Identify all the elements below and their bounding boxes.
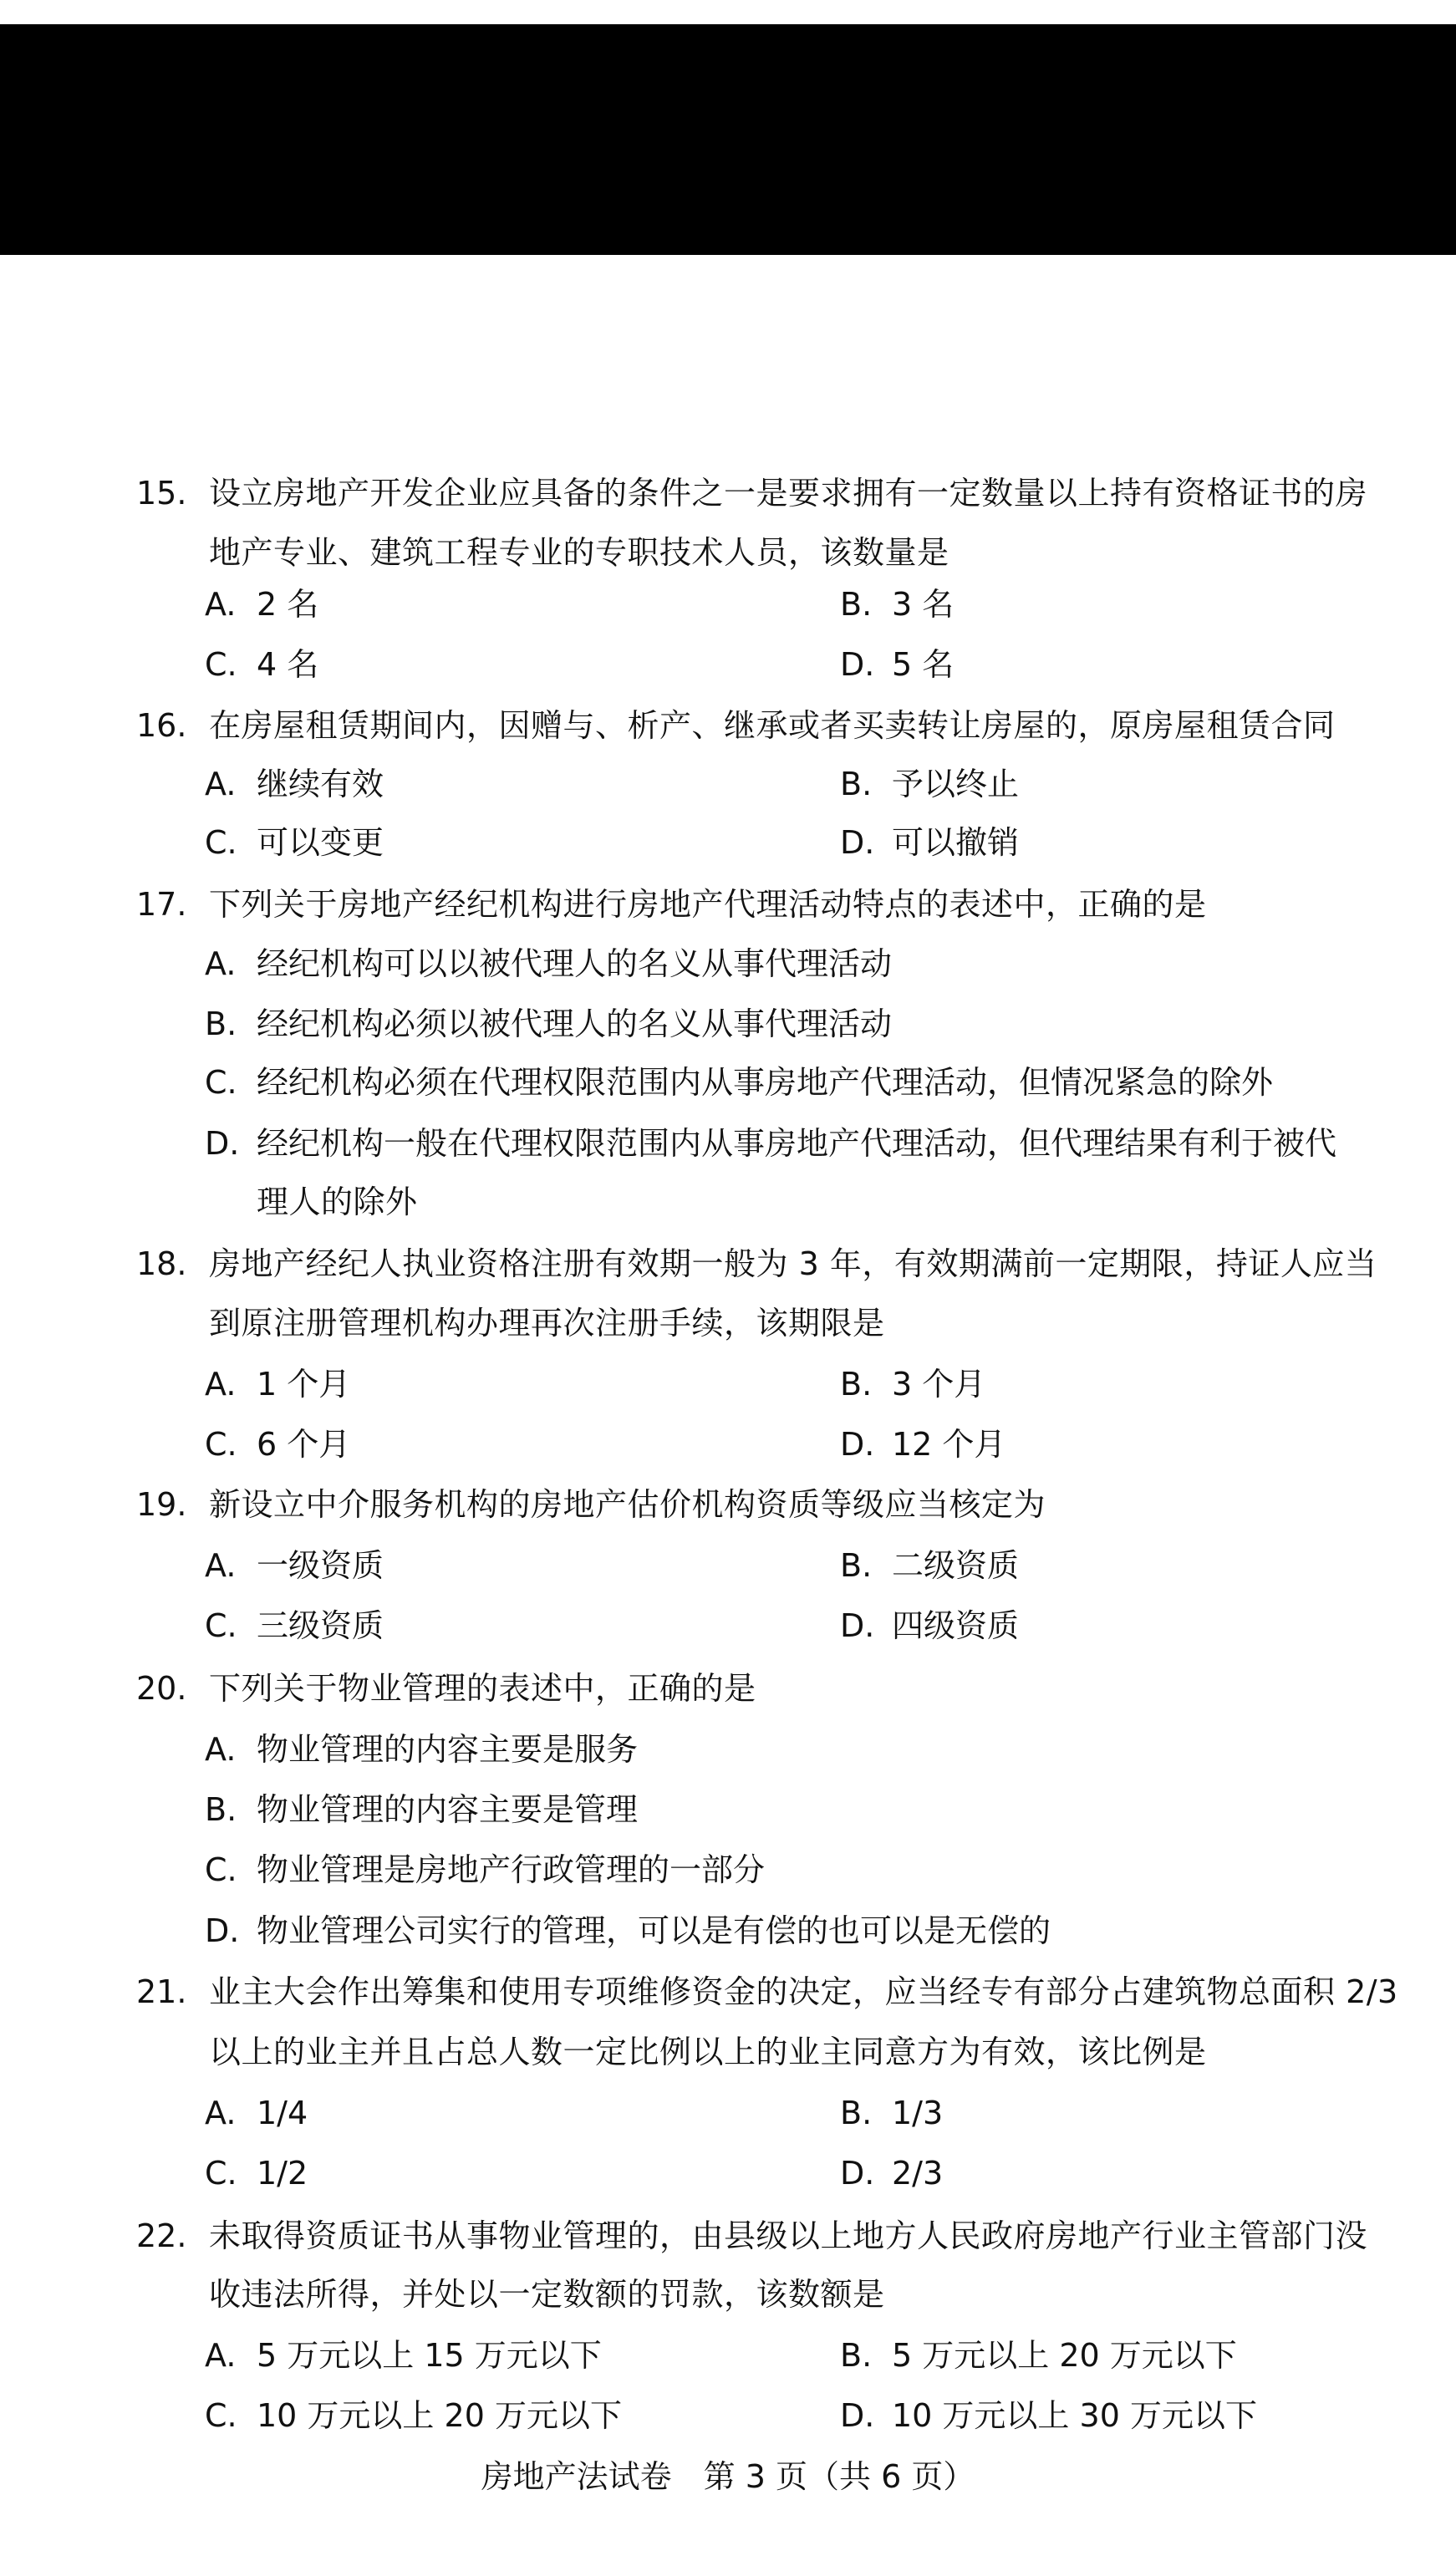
- question-text-continued: 地产专业、建筑工程专业的专职技术人员，该数量是: [209, 534, 949, 571]
- option-d: D. 12 个月: [840, 1426, 1006, 1463]
- question-text: 房地产经纪人执业资格注册有效期一般为 3 年，有效期满前一定期限，持证人应当: [209, 1245, 1377, 1282]
- option-d: D. 10 万元以上 30 万元以下: [840, 2397, 1257, 2434]
- option-d: D. 物业管理公司实行的管理，可以是有偿的也可以是无偿的: [205, 1912, 1051, 1949]
- question-number: 21.: [136, 1973, 187, 2010]
- option-a: A. 经纪机构可以以被代理人的名义从事代理活动: [205, 945, 893, 982]
- option-b: B. 5 万元以上 20 万元以下: [840, 2337, 1237, 2374]
- option-d: D. 四级资质: [840, 1607, 1020, 1644]
- question-text: 业主大会作出筹集和使用专项维修资金的决定，应当经专有部分占建筑物总面积 2/3: [209, 1973, 1398, 2010]
- option-d: D. 5 名: [840, 646, 955, 683]
- option-b: B. 经纪机构必须以被代理人的名义从事代理活动: [205, 1006, 893, 1042]
- question-number: 18.: [136, 1245, 187, 1282]
- question-text: 设立房地产开发企业应具备的条件之一是要求拥有一定数量以上持有资格证书的房: [209, 475, 1368, 512]
- option-c: C. 可以变更: [205, 824, 384, 861]
- option-b: B. 物业管理的内容主要是管理: [205, 1791, 639, 1828]
- option-c: C. 1/2: [205, 2155, 308, 2192]
- option-c: C. 10 万元以上 20 万元以下: [205, 2397, 622, 2434]
- question-text-continued: 以上的业主并且占总人数一定比例以上的业主同意方为有效，该比例是: [209, 2034, 1207, 2070]
- option-b: B. 3 个月: [840, 1366, 986, 1403]
- option-a: A. 物业管理的内容主要是服务: [205, 1731, 639, 1768]
- option-d: D. 2/3: [840, 2155, 944, 2192]
- option-a: A. 继续有效: [205, 766, 384, 802]
- question-number: 15.: [136, 475, 187, 512]
- question-text: 下列关于房地产经纪机构进行房地产代理活动特点的表述中，正确的是: [209, 886, 1207, 923]
- option-a: A. 1 个月: [205, 1366, 351, 1403]
- question-text: 下列关于物业管理的表述中，正确的是: [209, 1670, 756, 1707]
- option-c: C. 物业管理是房地产行政管理的一部分: [205, 1851, 766, 1888]
- option-a: A. 一级资质: [205, 1547, 384, 1584]
- option-d: D. 可以撤销: [840, 824, 1020, 861]
- option-c: C. 6 个月: [205, 1426, 351, 1463]
- question-number: 19.: [136, 1486, 187, 1523]
- option-b: B. 予以终止: [840, 766, 1020, 802]
- option-a: A. 1/4: [205, 2095, 308, 2131]
- question-number: 16.: [136, 707, 187, 744]
- question-text: 新设立中介服务机构的房地产估价机构资质等级应当核定为: [209, 1486, 1046, 1523]
- question-text: 在房屋租赁期间内，因赠与、析产、继承或者买卖转让房屋的，原房屋租赁合同: [209, 707, 1336, 744]
- question-number: 22.: [136, 2217, 187, 2254]
- option-a: A. 2 名: [205, 586, 319, 623]
- option-d: D. 经纪机构一般在代理权限范围内从事房地产代理活动，但代理结果有利于被代: [205, 1125, 1337, 1162]
- option-c: C. 三级资质: [205, 1607, 384, 1644]
- question-text: 未取得资质证书从事物业管理的，由县级以上地方人民政府房地产行业主管部门没: [209, 2217, 1368, 2254]
- option-c: C. 4 名: [205, 646, 319, 683]
- option-b: B. 3 名: [840, 586, 955, 623]
- option-d-continued: 理人的除外: [257, 1184, 418, 1220]
- question-number: 17.: [136, 886, 187, 923]
- page-footer: 房地产法试卷 第 3 页（共 6 页）: [481, 2458, 975, 2495]
- option-a: A. 5 万元以上 15 万元以下: [205, 2337, 602, 2374]
- question-text-continued: 到原注册管理机构办理再次注册手续，该期限是: [209, 1305, 885, 1342]
- question-number: 20.: [136, 1670, 187, 1707]
- option-b: B. 1/3: [840, 2095, 944, 2131]
- option-c: C. 经纪机构必须在代理权限范围内从事房地产代理活动，但情况紧急的除外: [205, 1064, 1274, 1101]
- option-b: B. 二级资质: [840, 1547, 1020, 1584]
- question-text-continued: 收违法所得，并处以一定数额的罚款，该数额是: [209, 2276, 885, 2313]
